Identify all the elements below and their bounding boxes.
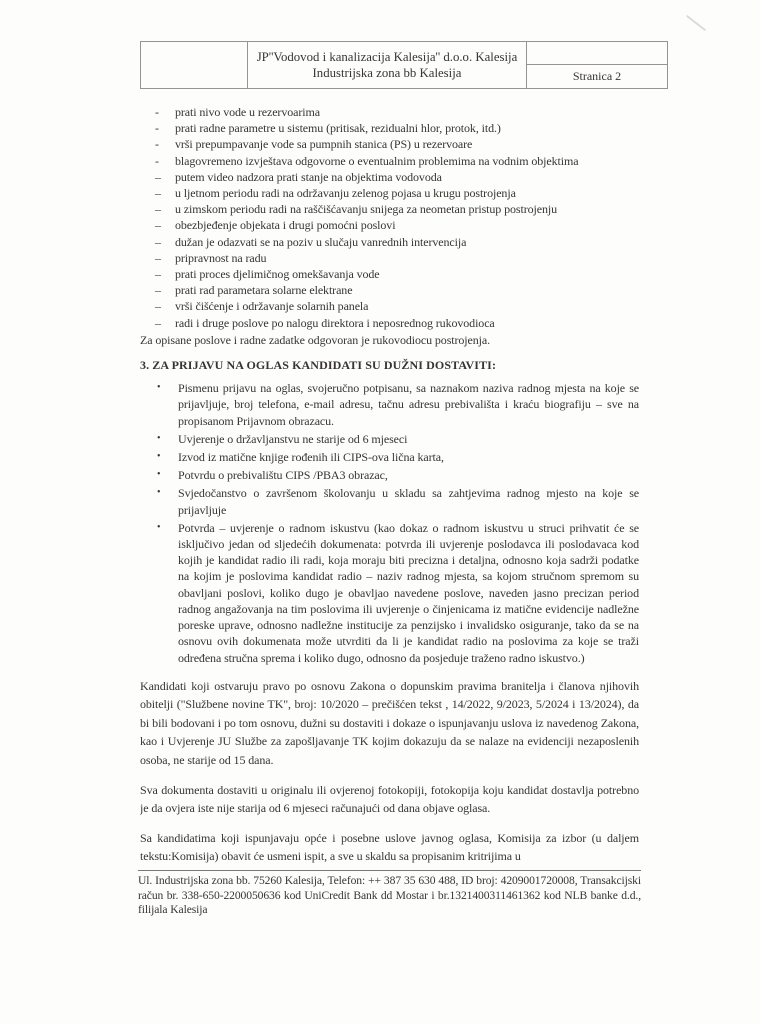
duty-list-item [140, 266, 639, 282]
duty-list-item [140, 136, 639, 152]
duty-list-item [140, 298, 639, 314]
dash-bullet: – [155, 299, 161, 314]
duty-list-item [140, 217, 639, 233]
requirement-text: Potvrdu o prebivalištu CIPS /PBA3 obrazac, [178, 468, 388, 483]
requirement-text: Potvrda – uvjerenje o radnom iskustvu (kao dokaz o radnom iskustvu u struci prihvatit će se isključivo jedan od sljedećih dokumenata: potvrda ili uvjerenje poslodavca ili poslodavaca kod kojih je kandidat radio ili radi, koja moraju biti precizna i detaljna, odnosno koja sadrži podatke na kojim je poslovima kandidat radio – naziv radnog mjesta, sa kojom stručnom spremom su obavljani poslovi, koliko dugo je obavljao navedene poslove, naveden jasno precizan period radnog angažovanja na tim poslovima ili uvjerenje o činjenicama iz matične evidencije nadležne poreske uprave, odnosno nadležne institucije za penzijsko i invalidsko osiguranje, tako da se na osnovu ovih dokumenata može utvrditi da li je kandidat radio na poslovima za koje se traži određena stručna sprema i koliko dugo, odnosno da posjeduje traženo radno iskustvo.) [178, 520, 639, 665]
bullet-dot: • [157, 487, 161, 499]
bullet-dot: • [157, 432, 161, 444]
requirement-text: Pismenu prijavu na oglas, svojeručno potpisanu, sa naznakom naziva radnog mjesta na koje se prijavljuje, broj telefona, e-mail adresu, tačnu adresu prebivališta i kraću biografiju – sve na propisanom Prijavnom obrazacu. [178, 381, 639, 428]
requirement-list-item [140, 520, 639, 666]
bullet-dot: • [157, 469, 161, 481]
requirement-list-item [140, 431, 639, 447]
body-paragraph: Sa kandidatima koji ispunjavaju opće i posebne uslove javnog oglasa, Komisija za izbor (u daljem tekstu:Komisija) obavit će usmeni ispit, a sve u skaldu sa propisanim kritrijima u [140, 830, 639, 864]
dash-bullet: – [155, 315, 161, 330]
duty-text: putem video nadzora prati stanje na objektima vodovoda [175, 169, 442, 184]
duties-list [140, 104, 639, 331]
duty-text: obezbjeđenje objekata i drugi pomoćni poslovi [175, 218, 396, 233]
document-body [140, 104, 639, 866]
dash-bullet: – [155, 202, 161, 217]
section-3-heading: 3. ZA PRIJAVU NA OGLAS KANDIDATI SU DUŽNI DOSTAVITI: [140, 358, 497, 373]
page-footer [138, 870, 641, 918]
dash-bullet: – [155, 234, 161, 249]
dash-bullet: – [155, 283, 161, 298]
duty-list-item [140, 169, 639, 185]
duty-text: pripravnost na radu [175, 250, 267, 265]
duty-list-item [140, 120, 639, 136]
dash-bullet: – [155, 250, 161, 265]
duty-text: radi i druge poslove po nalogu direktora i neposrednog rukovodioca [175, 315, 495, 330]
requirements-list [140, 380, 639, 665]
body-paragraph: Sva dokumenta dostaviti u originalu ili ovjerenoj fotokopiji, fotokopija koju kandidat dostavlja potrebno je da ovjera iste nije starija od 6 mjeseci računajući od dana objave oglasa. [140, 782, 639, 816]
header-page-cell [526, 42, 667, 88]
bullet-dot: • [157, 451, 161, 463]
duty-text: vrši prepumpavanje vode sa pumpnih stanica (PS) u rezervoare [175, 137, 473, 152]
duty-text: vrši čišćenje i održavanje solarnih panela [175, 299, 369, 314]
duty-text: prati rad parametara solarne elektrane [175, 283, 353, 298]
requirement-list-item [140, 380, 639, 429]
duty-text: u ljetnom periodu radi na održavanju zelenog pojasa u krugu postrojenja [175, 186, 516, 201]
duty-text: prati proces djelimičnog omekšavanja vode [175, 267, 380, 282]
dash-bullet: - [155, 121, 159, 136]
duty-list-item [140, 250, 639, 266]
dash-bullet: – [155, 186, 161, 201]
bullet-dot: • [157, 521, 161, 533]
duty-text: blagovremeno izvještava odgovorne o eventualnim problemima na vodnim objektima [175, 153, 579, 168]
requirement-text: Svjedočanstvo o završenom školovanju u skladu sa zahtjevima radnog mjesto na koje se prijavljuje [178, 486, 639, 517]
requirement-text: Izvod iz matične knjige rođenih ili CIPS-ova lična karta, [178, 450, 444, 465]
duty-text: prati nivo vode u rezervoarima [175, 105, 320, 119]
dash-bullet: - [155, 105, 159, 119]
duty-list-item [140, 185, 639, 201]
dash-bullet: - [155, 153, 159, 168]
body-paragraph: Kandidati koji ostvaruju pravo po osnovu Zakona o dopunskim pravima branitelja i članova njihovih obitelji ("Službene novine TK", broj: 10/2020 – prečišćen tekst , 14/2022, 9/2023, 5/2024 i 13/2024), da bi bili bodovani i po tom osnovu, dužni su dostaviti i dokaze o ispunjavanju uslova iz navedenog Zakona, kao i Uvjerenje JU Službe za zapošljavanje TK kojim dokazuju da se nalaze na evidenciji nezaposlenih osoba, ne starije od 15 dana. [140, 678, 639, 768]
dash-bullet: – [155, 169, 161, 184]
page-number-label: Stranica 2 [572, 69, 622, 83]
header-logo-cell [141, 42, 248, 88]
duty-list-item [140, 104, 639, 120]
requirement-list-item [140, 467, 639, 483]
duty-list-item [140, 201, 639, 217]
dash-bullet: – [155, 267, 161, 282]
org-name-line2: Industrijska zona bb Kalesija [312, 66, 462, 80]
duty-text: u zimskom periodu radi na raščišćavanju snijega za neometan pristup postrojenju [175, 202, 557, 217]
duty-text: dužan je odazvati se na poziv u slučaju vanrednih intervencija [175, 234, 467, 249]
header-org-cell [248, 42, 526, 88]
requirement-list-item [140, 449, 639, 465]
header-empty-cell [527, 42, 667, 65]
org-name-line1: JP''Vodovod i kanalizacija Kalesija'' d.o.o. Kalesija [256, 50, 518, 64]
duty-list-item [140, 282, 639, 298]
requirement-list-item [140, 485, 639, 517]
duties-closing-line: Za opisane poslove i radne zadatke odgovoran je rukovodiocu postrojenja. [140, 332, 491, 347]
duty-list-item [140, 234, 639, 250]
bullet-dot: • [157, 382, 161, 394]
footer-address-text: Ul. Industrijska zona bb. 75260 Kalesija, Telefon: ++ 387 35 630 488, ID broj: 4209001720008, Transakcijski račun br. 338-650-2200050636 kod UniCredit Bank dd Mostar i br.1321400311461362 kod NLB banke d.d., filijala Kalesija [138, 874, 641, 917]
duty-list-item [140, 315, 639, 331]
duty-list-item [140, 153, 639, 169]
requirement-text: Uvjerenje o državljanstvu ne starije od 6 mjeseci [178, 431, 408, 446]
header-table [140, 41, 668, 89]
body-paragraphs [140, 677, 639, 866]
duty-text: prati radne parametre u sistemu (pritisak, rezidualni hlor, protok, itd.) [175, 121, 501, 136]
dash-bullet: – [155, 218, 161, 233]
dash-bullet: - [155, 137, 159, 152]
